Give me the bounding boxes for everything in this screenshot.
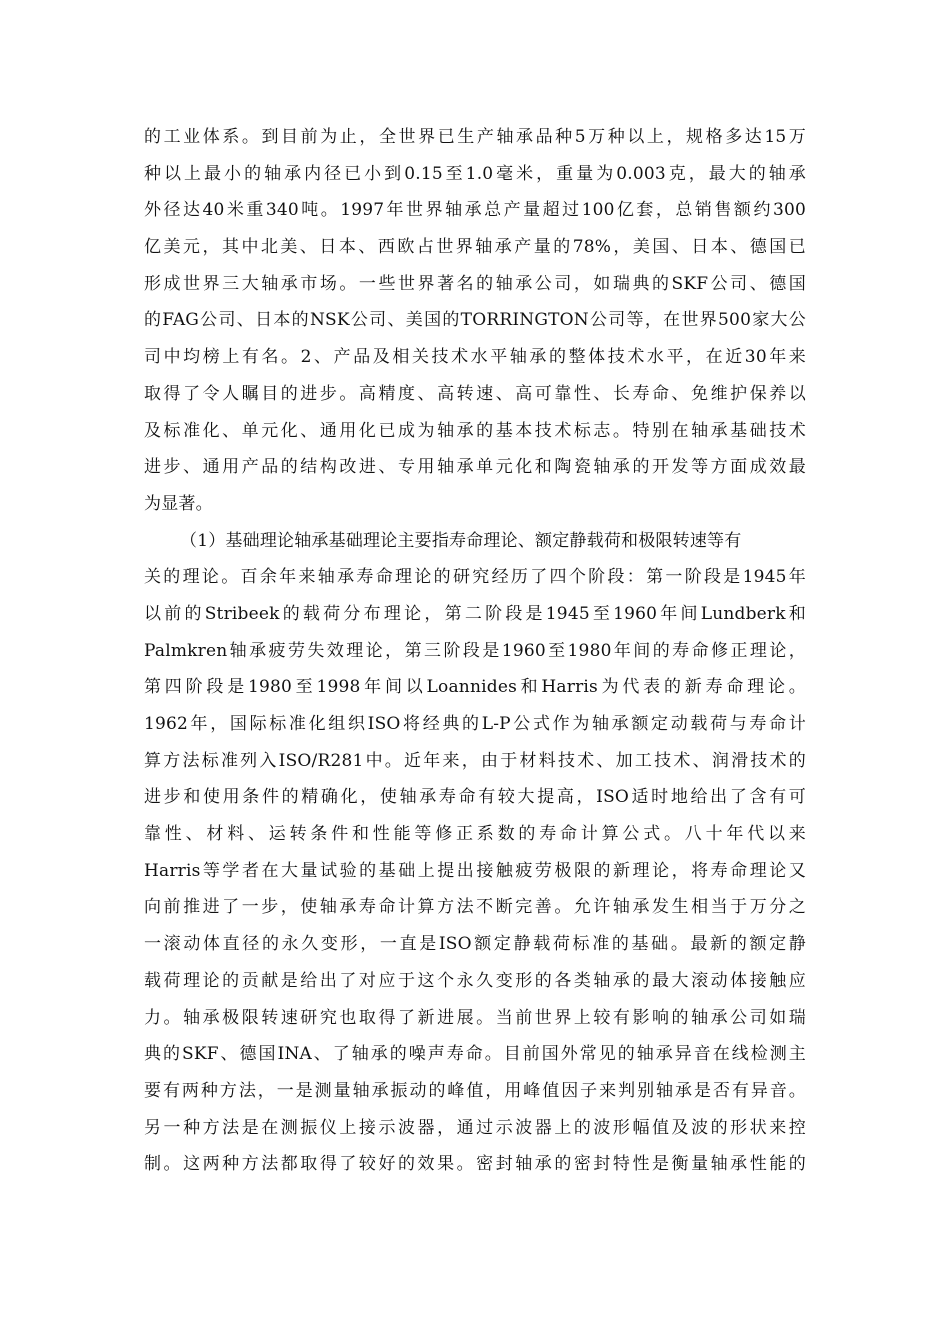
text-line: 力。轴承极限转速研究也取得了新进展。当前世界上较有影响的轴承公司如瑞 — [144, 1007, 806, 1028]
text-line: 一滚动体直径的永久变形，一直是ISO额定静载荷标准的基础。最新的额定静 — [144, 934, 806, 955]
text-line: Palmkren轴承疲劳失效理论，第三阶段是1960至1980年间的寿命修正理论， — [144, 640, 806, 661]
text-line: 制。这两种方法都取得了较好的效果。密封轴承的密封特性是衡量轴承性能的 — [144, 1154, 806, 1175]
text-line: 关的理论。百余年来轴承寿命理论的研究经历了四个阶段：第一阶段是1945年 — [144, 567, 806, 588]
text-line: 载荷理论的贡献是给出了对应于这个永久变形的各类轴承的最大滚动体接触应 — [144, 970, 806, 991]
document-body — [144, 119, 806, 1183]
text-line: 种以上最小的轴承内径已小到0.15至1.0毫米，重量为0.003克，最大的轴承 — [144, 163, 806, 184]
text-line: 以前的Stribeek的载荷分布理论，第二阶段是1945至1960年间Lundberk和 — [144, 603, 806, 624]
text-line: 1962年，国际标准化组织ISO将经典的L-P公式作为轴承额定动载荷与寿命计 — [144, 714, 806, 734]
paragraph-2 — [144, 523, 806, 1183]
text-line: Harris等学者在大量试验的基础上提出接触疲劳极限的新理论，将寿命理论又 — [144, 860, 806, 881]
text-line: 形成世界三大轴承市场。一些世界著名的轴承公司，如瑞典的SKF公司、德国 — [144, 273, 806, 294]
text-line: 为显著。 — [144, 493, 213, 514]
text-line: 外径达40米重340吨。1997年世界轴承总产量超过100亿套，总销售额约300 — [144, 200, 806, 221]
paragraph-1 — [144, 119, 806, 523]
text-line: （1）基础理论轴承基础理论主要指寿命理论、额定静载荷和极限转速等有 — [180, 530, 742, 551]
text-line: 第四阶段是1980至1998年间以Loannides和Harris为代表的新寿命理论。 — [144, 677, 806, 698]
text-line: 亿美元，其中北美、日本、西欧占世界轴承产量的78%，美国、日本、德国已 — [144, 237, 806, 258]
text-line: 靠性、材料、运转条件和性能等修正系数的寿命计算公式。八十年代以来 — [144, 824, 806, 845]
text-line: 进步、通用产品的结构改进、专用轴承单元化和陶瓷轴承的开发等方面成效最 — [144, 457, 806, 478]
text-line: 及标准化、单元化、通用化已成为轴承的基本技术标志。特别在轴承基础技术 — [144, 420, 806, 441]
text-line: 取得了令人瞩目的进步。高精度、高转速、高可靠性、长寿命、免维护保养以 — [144, 383, 806, 404]
text-line: 向前推进了一步，使轴承寿命计算方法不断完善。允许轴承发生相当于万分之 — [144, 897, 806, 918]
text-line: 的工业体系。到目前为止，全世界已生产轴承品种5万种以上，规格多达15万 — [144, 127, 806, 147]
text-line: 典的SKF、德国INA、了轴承的噪声寿命。目前国外常见的轴承异音在线检测主 — [144, 1044, 806, 1065]
text-line: 的FAG公司、日本的NSK公司、美国的TORRINGTON公司等，在世界500家大公 — [144, 310, 806, 331]
text-line: 另一种方法是在测振仪上接示波器，通过示波器上的波形幅值及波的形状来控 — [144, 1117, 806, 1138]
text-line: 司中均榜上有名。2、产品及相关技术水平轴承的整体技术水平，在近30年来 — [144, 347, 806, 368]
text-line: 要有两种方法，一是测量轴承振动的峰值，用峰值因子来判别轴承是否有异音。 — [144, 1080, 806, 1101]
text-line: 进步和使用条件的精确化，使轴承寿命有较大提高，ISO适时地给出了含有可 — [144, 787, 806, 808]
text-line: 算方法标准列入ISO/R281中。近年来，由于材料技术、加工技术、润滑技术的 — [144, 750, 806, 771]
